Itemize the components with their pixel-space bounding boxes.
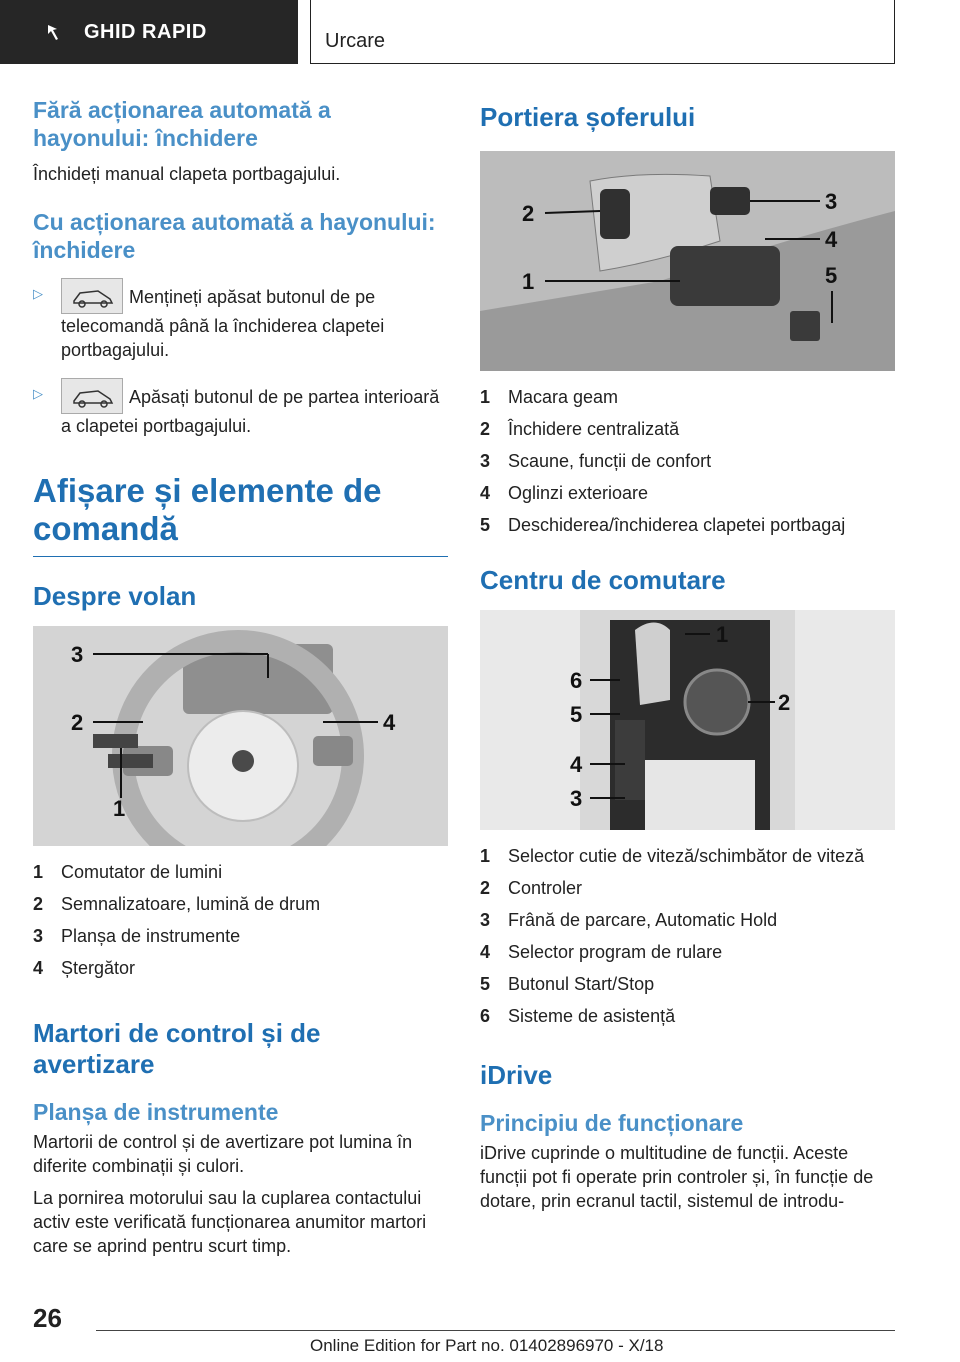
legend-item: [480, 936, 895, 968]
legend-item: [480, 445, 895, 477]
page-number: 26: [33, 1303, 62, 1333]
legend-item: [480, 968, 895, 1000]
legend-number: 3: [33, 926, 44, 946]
svg-text:3: 3: [71, 642, 84, 667]
svg-text:1: 1: [113, 796, 126, 821]
svg-text:3: 3: [825, 189, 838, 214]
control-center-image: [480, 610, 895, 830]
legend-item: [33, 952, 448, 984]
svg-text:2: 2: [522, 201, 535, 226]
legend-text: Controler: [508, 878, 583, 898]
legend-item: [480, 413, 895, 445]
legend-number: 4: [480, 942, 491, 962]
legend-text: Selector program de rulare: [508, 942, 723, 962]
legend-text: Planșa de instrumente: [61, 926, 241, 946]
legend-text: Frână de parcare, Automatic Hold: [508, 910, 778, 930]
steering-legend: [33, 856, 448, 984]
left-column: [33, 96, 448, 1258]
heading-steering: Despre volan: [33, 581, 197, 611]
heading-manual-close: Fără acționarea automată a hayonului: închidere: [33, 97, 331, 151]
legend-number: 1: [33, 862, 44, 882]
svg-text:2: 2: [71, 710, 84, 735]
legend-item: [480, 904, 895, 936]
footer-rule: [96, 1330, 895, 1331]
svg-text:5: 5: [825, 263, 838, 288]
legend-number: 2: [480, 878, 491, 898]
footer-edition: Online Edition for Part no. 01402896970 - X/18: [310, 1336, 664, 1355]
tailgate-button-icon: [61, 278, 123, 314]
step-triangle-icon: ▷: [33, 386, 43, 401]
legend-text: Semnalizatoare, lumină de drum: [61, 894, 321, 914]
legend-text: Oglinzi exterioare: [508, 483, 649, 503]
legend-text: Butonul Start/Stop: [508, 974, 655, 994]
svg-text:6: 6: [570, 668, 583, 693]
legend-item: [480, 477, 895, 509]
legend-text: Deschiderea/închiderea clapetei portbagaj: [508, 515, 846, 535]
legend-item: [480, 509, 895, 541]
legend-item: [480, 872, 895, 904]
quick-guide-tab[interactable]: [0, 0, 298, 64]
svg-text:2: 2: [778, 690, 791, 715]
right-column: [480, 96, 895, 1213]
legend-number: 5: [480, 974, 491, 994]
step-inside-text: Apăsați butonul de pe partea interioară a clapetei portbagajului.: [61, 387, 440, 436]
svg-text:4: 4: [570, 752, 583, 777]
driver-door-legend: [480, 381, 895, 541]
svg-text:3: 3: [570, 786, 583, 811]
legend-number: 5: [480, 515, 491, 535]
legend-item: [33, 856, 448, 888]
driver-door-image: [480, 151, 895, 371]
heading-idrive: iDrive: [480, 1060, 553, 1090]
step-inside: [33, 378, 448, 438]
legend-text: Ștergător: [61, 958, 136, 978]
heading-operating-principle: Principiu de funcționare: [480, 1110, 744, 1136]
legend-number: 2: [480, 419, 491, 439]
tailgate-button-icon: [61, 378, 123, 414]
cluster-text-1: Martorii de control și de avertizare pot lumina în diferite combinații și culori.: [33, 1132, 413, 1176]
legend-number: 4: [480, 483, 491, 503]
legend-text: Macara geam: [508, 387, 619, 407]
heading-rule: [33, 556, 448, 557]
svg-text:5: 5: [570, 702, 583, 727]
heading-display-controls: Afișare și elemente de comandă: [33, 472, 382, 547]
quick-guide-label: GHID RAPID: [84, 20, 207, 43]
heading-auto-close: Cu acționarea automată a hayonului: închidere: [33, 209, 436, 263]
legend-item: [33, 888, 448, 920]
legend-number: 3: [480, 451, 491, 471]
legend-item: [480, 1000, 895, 1032]
legend-text: Închidere centralizată: [508, 419, 680, 439]
chapter-header: [310, 0, 895, 64]
step-triangle-icon: ▷: [33, 286, 43, 301]
legend-number: 2: [33, 894, 44, 914]
step-remote-text: Mențineți apăsat butonul de pe telecomandă până la închiderea clapetei portbagajului.: [61, 287, 385, 360]
svg-text:1: 1: [716, 622, 729, 647]
heading-instrument-cluster: Planșa de instrumente: [33, 1099, 279, 1125]
legend-number: 6: [480, 1006, 491, 1026]
svg-text:4: 4: [825, 227, 838, 252]
chapter-title: Urcare: [325, 30, 386, 52]
svg-text:1: 1: [522, 269, 535, 294]
pin-icon: [44, 21, 66, 43]
heading-control-center: Centru de comutare: [480, 565, 726, 595]
legend-text: Selector cutie de viteză/schimbător de viteză: [508, 846, 865, 866]
legend-item: [480, 381, 895, 413]
legend-number: 1: [480, 387, 491, 407]
legend-item: [33, 920, 448, 952]
heading-warning-lights: Martori de control și de avertizare: [33, 1018, 321, 1079]
legend-text: Sisteme de asistență: [508, 1006, 676, 1026]
legend-number: 3: [480, 910, 491, 930]
heading-driver-door: Portiera șoferului: [480, 102, 696, 132]
step-remote: [33, 278, 448, 362]
manual-close-text: Închideți manual clapeta portbagajului.: [33, 164, 341, 184]
steering-wheel-image: [33, 626, 448, 846]
control-center-legend: [480, 840, 895, 1032]
legend-number: 4: [33, 958, 44, 978]
legend-number: 1: [480, 846, 491, 866]
legend-text: Comutator de lumini: [61, 862, 223, 882]
legend-item: [480, 840, 895, 872]
operating-principle-text: iDrive cuprinde o multitudine de funcții. Aceste funcții pot fi operate prin controler și, în funcție de dotare, prin ecranul tactil, sistemul de introdu-: [480, 1143, 874, 1211]
svg-text:4: 4: [383, 710, 396, 735]
legend-text: Scaune, funcții de confort: [508, 451, 712, 471]
cluster-text-2: La pornirea motorului sau la cuplarea contactului activ este verificată funcționarea anumitor martori care se aprind pentru scurt timp.: [33, 1188, 427, 1256]
